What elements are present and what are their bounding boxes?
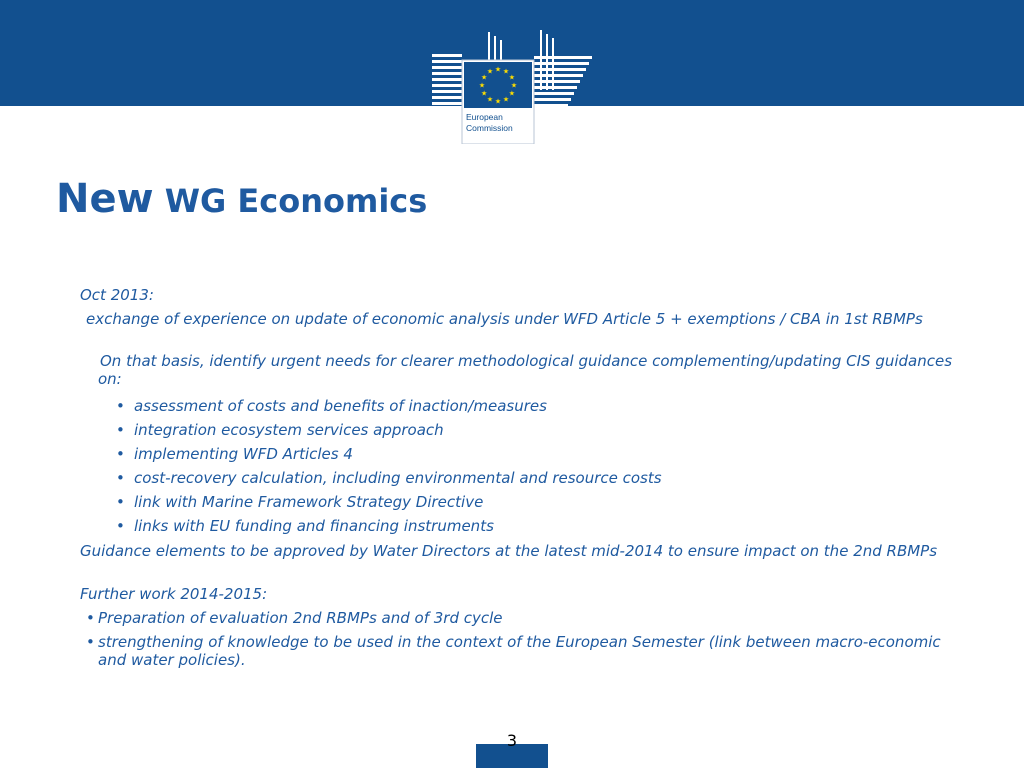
eu-star-icon: ★	[481, 73, 488, 82]
eu-star-icon: ★	[508, 73, 515, 82]
eu-star-icon: ★	[478, 81, 486, 90]
title-word-new: New	[56, 176, 154, 222]
logo-building-stripe	[432, 60, 465, 63]
sub-bullet-3-text: implementing WFD Articles 4	[134, 445, 353, 463]
eu-star-icon: ★	[508, 89, 515, 98]
logo-tower-line	[500, 40, 502, 60]
logo-tower-line	[494, 36, 496, 60]
eu-star-icon: ★	[510, 81, 518, 90]
sub-bullet-2-text: integration ecosystem services approach	[134, 421, 444, 439]
sub-bullet-1: • assessment of costs and benefits of inaction/measures	[116, 397, 547, 415]
logo-tower-line	[488, 32, 490, 60]
sub-bullet-5: • link with Marine Framework Strategy Directive	[116, 493, 484, 511]
guidance-text: Guidance elements to be approved by Water Directors at the latest mid-2014 to ensure impact on the 2nd RBMPs	[80, 542, 938, 560]
eu-star-icon: ★	[502, 95, 510, 104]
page-title	[56, 176, 427, 222]
logo-building-stripe	[534, 98, 571, 101]
logo-text-commission: Commission	[466, 123, 513, 133]
sub-bullet-1-text: assessment of costs and benefits of inaction/measures	[134, 397, 547, 415]
further-heading: Further work 2014-2015:	[80, 585, 268, 603]
sub-bullet-5-text: link with Marine Framework Strategy Directive	[134, 493, 484, 511]
further-item-2-text: strengthening of knowledge to be used in the context of the European Semester (link between macro-economic and water policies).	[98, 633, 941, 669]
further-item-2: • strengthening of knowledge to be used in the context of the European Semester (link between macro-economic and water policies).	[86, 633, 946, 669]
oct-item-1	[86, 310, 958, 328]
logo-building-stripe	[534, 62, 589, 65]
oct-item-2-text: On that basis, identify urgent needs for clearer methodological guidance complementing/updating CIS guidances on:	[98, 352, 953, 388]
logo-building-stripe	[432, 54, 462, 57]
logo-building-stripe	[534, 104, 568, 107]
eu-star-icon: ★	[494, 65, 502, 74]
logo-building-stripe	[534, 56, 592, 59]
sub-bullet-6: • links with EU funding and financing instruments	[116, 517, 494, 535]
logo-text-european: European	[466, 112, 503, 122]
further-item-1: • Preparation of evaluation 2nd RBMPs and of 3rd cycle	[86, 609, 503, 627]
eu-star-icon: ★	[494, 97, 502, 106]
page-number: 3	[506, 731, 518, 750]
oct-heading: Oct 2013:	[80, 286, 154, 304]
sub-bullet-6-text: links with EU funding and financing instruments	[134, 517, 494, 535]
eu-star-icon: ★	[486, 67, 494, 76]
european-commission-logo	[428, 26, 596, 144]
eu-star-icon: ★	[481, 89, 488, 98]
eu-star-icon: ★	[502, 67, 510, 76]
logo-tower-line	[540, 30, 542, 90]
sub-bullet-3: • implementing WFD Articles 4	[116, 445, 353, 463]
title-word-wg-economics: WG Economics	[164, 182, 428, 220]
oct-item-1-text: exchange of experience on update of economic analysis under WFD Article 5 + exemptions / CBA in 1st RBMPs	[86, 310, 923, 328]
sub-bullet-4: • cost-recovery calculation, including environmental and resource costs	[116, 469, 662, 487]
eu-star-icon: ★	[486, 95, 494, 104]
logo-tower-line	[546, 34, 548, 90]
further-item-1-text: Preparation of evaluation 2nd RBMPs and of 3rd cycle	[98, 609, 503, 627]
oct-item-2	[98, 352, 958, 388]
logo-building-stripe	[534, 92, 574, 95]
sub-bullet-2: • integration ecosystem services approach	[116, 421, 444, 439]
logo-tower-line	[552, 38, 554, 90]
sub-bullet-4-text: cost-recovery calculation, including environmental and resource costs	[134, 469, 662, 487]
